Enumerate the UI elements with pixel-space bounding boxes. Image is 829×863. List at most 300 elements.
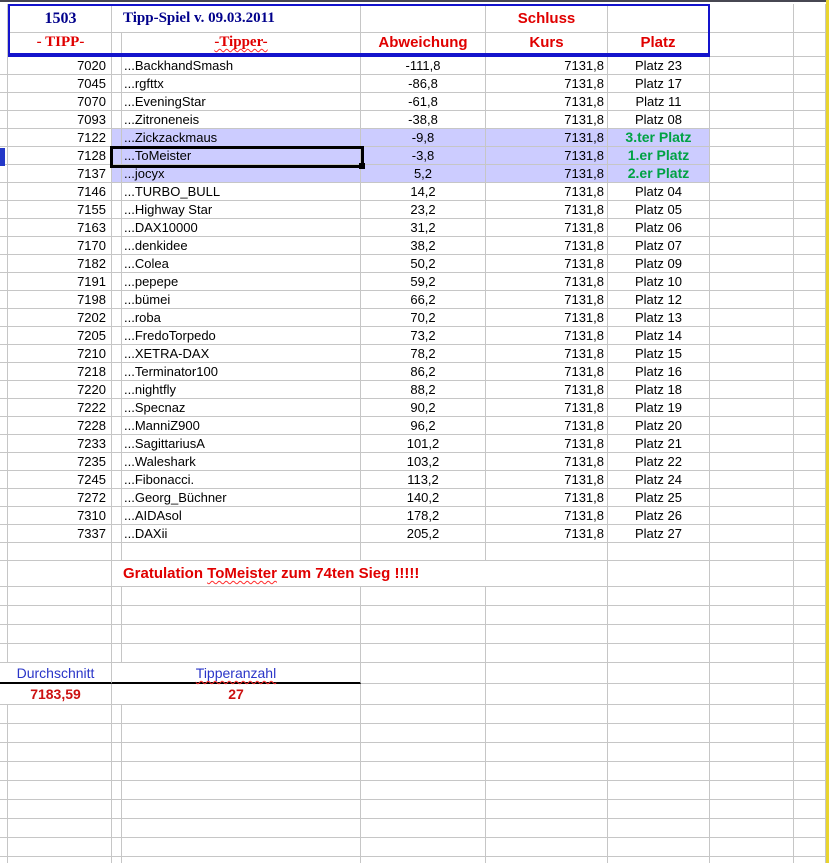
empty-cell[interactable] xyxy=(608,819,710,838)
cell-kurs[interactable]: 7131,8 xyxy=(486,309,608,327)
kurs-column-header[interactable]: Kurs xyxy=(486,33,608,53)
empty-cell[interactable] xyxy=(361,857,486,863)
cell-abweichung[interactable]: 205,2 xyxy=(361,525,486,543)
cell-narrow[interactable] xyxy=(112,471,122,489)
cell-tipp[interactable]: 7205 xyxy=(8,327,112,345)
game-number-cell[interactable]: 1503 xyxy=(10,6,112,32)
cell-abweichung[interactable]: -3,8 xyxy=(361,147,486,165)
row-sliver-cell[interactable] xyxy=(0,309,8,327)
cell-platz[interactable]: Platz 26 xyxy=(608,507,710,525)
cell-platz[interactable]: Platz 09 xyxy=(608,255,710,273)
empty-cell[interactable] xyxy=(361,743,486,762)
cell-abweichung[interactable]: 14,2 xyxy=(361,183,486,201)
cell-platz[interactable]: Platz 22 xyxy=(608,453,710,471)
cell-tipper[interactable]: ...FredoTorpedo xyxy=(122,327,361,345)
empty-cell[interactable] xyxy=(361,587,486,606)
cell-tipper[interactable]: ...jocyx xyxy=(122,165,361,183)
empty-cell[interactable] xyxy=(122,543,361,561)
cell-tipp[interactable]: 7235 xyxy=(8,453,112,471)
empty-cell[interactable] xyxy=(794,291,826,309)
cell-abweichung[interactable]: -86,8 xyxy=(361,75,486,93)
empty-cell[interactable] xyxy=(794,644,826,663)
empty-cell[interactable] xyxy=(8,857,112,863)
cell-tipp[interactable]: 7210 xyxy=(8,345,112,363)
empty-cell[interactable] xyxy=(608,705,710,724)
narrow-column-header[interactable] xyxy=(112,33,122,53)
empty-cell[interactable] xyxy=(0,625,8,644)
row-sliver-cell[interactable] xyxy=(0,363,8,381)
empty-cell[interactable] xyxy=(794,587,826,606)
cell-narrow[interactable] xyxy=(112,525,122,543)
empty-cell[interactable] xyxy=(122,705,361,724)
empty-cell[interactable] xyxy=(122,587,361,606)
empty-header-cell[interactable] xyxy=(361,6,486,32)
cell-platz[interactable]: 3.ter Platz xyxy=(608,129,710,147)
empty-cell[interactable] xyxy=(710,507,794,525)
cell-abweichung[interactable]: 23,2 xyxy=(361,201,486,219)
empty-cell[interactable] xyxy=(608,663,710,684)
empty-cell[interactable] xyxy=(608,838,710,857)
empty-cell[interactable] xyxy=(710,201,794,219)
cell-narrow[interactable] xyxy=(112,399,122,417)
empty-cell[interactable] xyxy=(710,705,794,724)
empty-cell[interactable] xyxy=(710,781,794,800)
cell-narrow[interactable] xyxy=(112,273,122,291)
cell-kurs[interactable]: 7131,8 xyxy=(486,93,608,111)
empty-cell[interactable] xyxy=(794,781,826,800)
empty-cell[interactable] xyxy=(486,684,608,705)
empty-cell[interactable] xyxy=(710,724,794,743)
empty-cell[interactable] xyxy=(0,606,8,625)
row-sliver-cell[interactable] xyxy=(0,525,8,543)
empty-cell[interactable] xyxy=(608,743,710,762)
empty-cell[interactable] xyxy=(112,743,122,762)
empty-cell[interactable] xyxy=(0,838,8,857)
cell-tipp[interactable]: 7045 xyxy=(8,75,112,93)
cell-narrow[interactable] xyxy=(112,183,122,201)
cell-platz[interactable]: Platz 21 xyxy=(608,435,710,453)
cell-platz[interactable]: Platz 04 xyxy=(608,183,710,201)
cell-tipp[interactable]: 7070 xyxy=(8,93,112,111)
row-sliver-cell[interactable] xyxy=(0,399,8,417)
empty-cell[interactable] xyxy=(361,625,486,644)
empty-cell[interactable] xyxy=(794,489,826,507)
cell-kurs[interactable]: 7131,8 xyxy=(486,147,608,165)
empty-cell[interactable] xyxy=(794,838,826,857)
empty-cell[interactable] xyxy=(486,663,608,684)
empty-cell[interactable] xyxy=(710,381,794,399)
title-cell[interactable]: Tipp-Spiel v. 09.03.2011 xyxy=(112,6,361,32)
empty-cell[interactable] xyxy=(486,705,608,724)
left-sliver-column[interactable] xyxy=(0,4,8,57)
empty-cell[interactable] xyxy=(0,587,8,606)
cell-platz[interactable]: Platz 24 xyxy=(608,471,710,489)
empty-cell[interactable] xyxy=(112,644,122,663)
cell-abweichung[interactable]: 88,2 xyxy=(361,381,486,399)
empty-cell[interactable] xyxy=(710,4,794,33)
empty-cell[interactable] xyxy=(112,800,122,819)
row-sliver-cell[interactable] xyxy=(0,219,8,237)
cell-tipper[interactable]: ...pepepe xyxy=(122,273,361,291)
row-sliver-cell[interactable] xyxy=(0,291,8,309)
empty-cell[interactable] xyxy=(794,147,826,165)
empty-cell[interactable] xyxy=(794,4,826,33)
empty-cell[interactable] xyxy=(710,219,794,237)
empty-cell[interactable] xyxy=(794,33,826,57)
cell-narrow[interactable] xyxy=(112,489,122,507)
cell-tipper[interactable]: ...Fibonacci. xyxy=(122,471,361,489)
cell-platz[interactable]: Platz 17 xyxy=(608,75,710,93)
empty-cell[interactable] xyxy=(710,399,794,417)
cell-tipper[interactable]: ...EveningStar xyxy=(122,93,361,111)
cell-kurs[interactable]: 7131,8 xyxy=(486,417,608,435)
cell-tipper[interactable]: ...Terminator100 xyxy=(122,363,361,381)
empty-cell[interactable] xyxy=(361,663,486,684)
cell-platz[interactable]: 2.er Platz xyxy=(608,165,710,183)
empty-cell[interactable] xyxy=(794,111,826,129)
cell-kurs[interactable]: 7131,8 xyxy=(486,273,608,291)
row-sliver-cell[interactable] xyxy=(0,435,8,453)
cell-tipper[interactable]: ...Highway Star xyxy=(122,201,361,219)
cell-abweichung[interactable]: 86,2 xyxy=(361,363,486,381)
empty-cell[interactable] xyxy=(710,345,794,363)
row-sliver-cell[interactable] xyxy=(0,489,8,507)
empty-cell[interactable] xyxy=(710,644,794,663)
cell-platz[interactable]: Platz 10 xyxy=(608,273,710,291)
cell-platz[interactable]: 1.er Platz xyxy=(608,147,710,165)
cell-kurs[interactable]: 7131,8 xyxy=(486,201,608,219)
empty-cell[interactable] xyxy=(486,743,608,762)
selected-row-indicator[interactable] xyxy=(0,148,5,166)
empty-cell[interactable] xyxy=(486,838,608,857)
schluss-header-cell[interactable]: Schluss xyxy=(486,6,608,32)
empty-cell[interactable] xyxy=(794,309,826,327)
cell-tipp[interactable]: 7228 xyxy=(8,417,112,435)
empty-cell[interactable] xyxy=(794,417,826,435)
empty-cell[interactable] xyxy=(361,644,486,663)
cell-kurs[interactable]: 7131,8 xyxy=(486,219,608,237)
empty-cell[interactable] xyxy=(122,644,361,663)
cell-tipper[interactable]: ...nightfly xyxy=(122,381,361,399)
empty-cell[interactable] xyxy=(112,625,122,644)
empty-cell[interactable] xyxy=(0,543,8,561)
tipper-column-header[interactable]: -Tipper- xyxy=(122,33,361,53)
empty-cell[interactable] xyxy=(794,471,826,489)
cell-narrow[interactable] xyxy=(112,165,122,183)
cell-tipp[interactable]: 7093 xyxy=(8,111,112,129)
row-sliver-cell[interactable] xyxy=(0,75,8,93)
cell-kurs[interactable]: 7131,8 xyxy=(486,237,608,255)
empty-cell[interactable] xyxy=(794,75,826,93)
cell-abweichung[interactable]: 73,2 xyxy=(361,327,486,345)
empty-cell[interactable] xyxy=(794,525,826,543)
cell-tipper[interactable]: ...DAX10000 xyxy=(122,219,361,237)
cell-tipper[interactable]: ...TURBO_BULL xyxy=(122,183,361,201)
empty-cell[interactable] xyxy=(361,543,486,561)
empty-cell[interactable] xyxy=(486,724,608,743)
cell-platz[interactable]: Platz 23 xyxy=(608,57,710,75)
empty-cell[interactable] xyxy=(710,273,794,291)
cell-platz[interactable]: Platz 13 xyxy=(608,309,710,327)
empty-cell[interactable] xyxy=(486,606,608,625)
empty-cell[interactable] xyxy=(8,838,112,857)
durchschnitt-label-cell[interactable]: Durchschnitt xyxy=(0,663,112,684)
empty-cell[interactable] xyxy=(122,857,361,863)
empty-cell[interactable] xyxy=(112,857,122,863)
cell-narrow[interactable] xyxy=(112,255,122,273)
row-sliver-cell[interactable] xyxy=(0,237,8,255)
empty-cell[interactable] xyxy=(0,644,8,663)
empty-cell[interactable] xyxy=(112,819,122,838)
cell-abweichung[interactable]: 78,2 xyxy=(361,345,486,363)
fill-handle[interactable] xyxy=(359,163,365,169)
empty-cell[interactable] xyxy=(710,417,794,435)
cell-tipper[interactable]: ...roba xyxy=(122,309,361,327)
cell-tipper[interactable]: ...Zitroneneis xyxy=(122,111,361,129)
empty-cell[interactable] xyxy=(122,819,361,838)
empty-cell[interactable] xyxy=(112,838,122,857)
empty-cell[interactable] xyxy=(710,857,794,863)
cell-tipp[interactable]: 7272 xyxy=(8,489,112,507)
empty-cell[interactable] xyxy=(710,525,794,543)
cell-tipp[interactable]: 7218 xyxy=(8,363,112,381)
cell-kurs[interactable]: 7131,8 xyxy=(486,327,608,345)
cell-tipp[interactable]: 7146 xyxy=(8,183,112,201)
cell-tipp[interactable]: 7233 xyxy=(8,435,112,453)
empty-cell[interactable] xyxy=(608,644,710,663)
empty-cell[interactable] xyxy=(710,453,794,471)
empty-cell[interactable] xyxy=(361,838,486,857)
empty-cell[interactable] xyxy=(486,644,608,663)
empty-cell[interactable] xyxy=(486,781,608,800)
cell-tipper[interactable]: ...Georg_Büchner xyxy=(122,489,361,507)
cell-tipp[interactable]: 7220 xyxy=(8,381,112,399)
empty-cell[interactable] xyxy=(608,561,710,587)
cell-narrow[interactable] xyxy=(112,57,122,75)
cell-kurs[interactable]: 7131,8 xyxy=(486,399,608,417)
empty-cell[interactable] xyxy=(710,743,794,762)
empty-cell[interactable] xyxy=(8,762,112,781)
cell-tipp[interactable]: 7198 xyxy=(8,291,112,309)
row-sliver-cell[interactable] xyxy=(0,129,8,147)
cell-narrow[interactable] xyxy=(112,93,122,111)
empty-cell[interactable] xyxy=(710,147,794,165)
empty-cell[interactable] xyxy=(710,363,794,381)
cell-abweichung[interactable]: -9,8 xyxy=(361,129,486,147)
empty-cell[interactable] xyxy=(122,762,361,781)
cell-narrow[interactable] xyxy=(112,435,122,453)
empty-cell[interactable] xyxy=(794,684,826,705)
empty-cell[interactable] xyxy=(710,838,794,857)
congratulation-message-cell[interactable] xyxy=(112,561,608,587)
empty-cell[interactable] xyxy=(794,219,826,237)
empty-cell[interactable] xyxy=(710,327,794,345)
cell-platz[interactable]: Platz 27 xyxy=(608,525,710,543)
empty-cell[interactable] xyxy=(794,724,826,743)
empty-cell[interactable] xyxy=(122,606,361,625)
empty-cell[interactable] xyxy=(710,489,794,507)
cell-platz[interactable]: Platz 12 xyxy=(608,291,710,309)
cell-abweichung[interactable]: 178,2 xyxy=(361,507,486,525)
cell-tipp[interactable]: 7170 xyxy=(8,237,112,255)
cell-abweichung[interactable]: 101,2 xyxy=(361,435,486,453)
empty-cell[interactable] xyxy=(122,838,361,857)
empty-cell[interactable] xyxy=(710,684,794,705)
cell-narrow[interactable] xyxy=(112,507,122,525)
empty-cell[interactable] xyxy=(8,724,112,743)
cell-kurs[interactable]: 7131,8 xyxy=(486,111,608,129)
cell-tipper[interactable]: ...ToMeister xyxy=(122,147,361,165)
tipperanzahl-label-cell[interactable]: Tipperanzahl xyxy=(112,663,361,684)
empty-cell[interactable] xyxy=(486,543,608,561)
cell-tipper[interactable]: ...Specnaz xyxy=(122,399,361,417)
empty-cell[interactable] xyxy=(794,201,826,219)
empty-cell[interactable] xyxy=(8,543,112,561)
cell-narrow[interactable] xyxy=(112,147,122,165)
empty-cell[interactable] xyxy=(794,237,826,255)
cell-abweichung[interactable]: 38,2 xyxy=(361,237,486,255)
empty-cell[interactable] xyxy=(710,93,794,111)
empty-cell[interactable] xyxy=(608,684,710,705)
empty-cell[interactable] xyxy=(112,762,122,781)
cell-tipp[interactable]: 7155 xyxy=(8,201,112,219)
cell-tipp[interactable]: 7137 xyxy=(8,165,112,183)
cell-kurs[interactable]: 7131,8 xyxy=(486,363,608,381)
empty-cell[interactable] xyxy=(361,705,486,724)
empty-cell[interactable] xyxy=(794,93,826,111)
empty-cell[interactable] xyxy=(794,255,826,273)
cell-tipp[interactable]: 7182 xyxy=(8,255,112,273)
empty-cell[interactable] xyxy=(608,857,710,863)
cell-platz[interactable]: Platz 08 xyxy=(608,111,710,129)
cell-kurs[interactable]: 7131,8 xyxy=(486,129,608,147)
cell-tipp[interactable]: 7020 xyxy=(8,57,112,75)
empty-cell[interactable] xyxy=(8,819,112,838)
cell-abweichung[interactable]: 70,2 xyxy=(361,309,486,327)
empty-cell[interactable] xyxy=(794,857,826,863)
row-sliver-cell[interactable] xyxy=(0,345,8,363)
empty-cell[interactable] xyxy=(112,543,122,561)
empty-cell[interactable] xyxy=(794,57,826,75)
empty-cell[interactable] xyxy=(608,543,710,561)
cell-platz[interactable]: Platz 11 xyxy=(608,93,710,111)
empty-cell[interactable] xyxy=(794,543,826,561)
row-sliver-cell[interactable] xyxy=(0,255,8,273)
empty-cell[interactable] xyxy=(122,625,361,644)
empty-cell[interactable] xyxy=(486,762,608,781)
empty-cell[interactable] xyxy=(710,625,794,644)
empty-cell[interactable] xyxy=(710,543,794,561)
cell-tipp[interactable]: 7163 xyxy=(8,219,112,237)
empty-cell[interactable] xyxy=(608,625,710,644)
empty-cell[interactable] xyxy=(794,507,826,525)
cell-narrow[interactable] xyxy=(112,237,122,255)
cell-platz[interactable]: Platz 16 xyxy=(608,363,710,381)
row-sliver-cell[interactable] xyxy=(0,273,8,291)
empty-cell[interactable] xyxy=(710,819,794,838)
empty-cell[interactable] xyxy=(794,327,826,345)
row-sliver-cell[interactable] xyxy=(0,165,8,183)
row-sliver-cell[interactable] xyxy=(0,381,8,399)
empty-header-cell[interactable] xyxy=(608,6,708,32)
cell-abweichung[interactable]: 140,2 xyxy=(361,489,486,507)
empty-cell[interactable] xyxy=(0,705,8,724)
empty-cell[interactable] xyxy=(112,781,122,800)
empty-cell[interactable] xyxy=(8,781,112,800)
empty-cell[interactable] xyxy=(710,663,794,684)
cell-platz[interactable]: Platz 20 xyxy=(608,417,710,435)
cell-tipper[interactable]: ...denkidee xyxy=(122,237,361,255)
cell-kurs[interactable]: 7131,8 xyxy=(486,165,608,183)
empty-cell[interactable] xyxy=(361,724,486,743)
empty-cell[interactable] xyxy=(794,165,826,183)
empty-cell[interactable] xyxy=(0,743,8,762)
empty-cell[interactable] xyxy=(608,762,710,781)
empty-cell[interactable] xyxy=(710,165,794,183)
empty-cell[interactable] xyxy=(710,800,794,819)
cell-abweichung[interactable]: 103,2 xyxy=(361,453,486,471)
empty-cell[interactable] xyxy=(0,762,8,781)
empty-cell[interactable] xyxy=(710,237,794,255)
empty-cell[interactable] xyxy=(486,800,608,819)
cell-tipper[interactable]: ...SagittariusA xyxy=(122,435,361,453)
cell-platz[interactable]: Platz 15 xyxy=(608,345,710,363)
empty-cell[interactable] xyxy=(710,471,794,489)
row-sliver-cell[interactable] xyxy=(0,453,8,471)
cell-abweichung[interactable]: -38,8 xyxy=(361,111,486,129)
empty-cell[interactable] xyxy=(710,587,794,606)
empty-cell[interactable] xyxy=(486,857,608,863)
row-sliver-cell[interactable] xyxy=(0,57,8,75)
empty-cell[interactable] xyxy=(122,800,361,819)
empty-cell[interactable] xyxy=(794,743,826,762)
row-sliver-cell[interactable] xyxy=(0,201,8,219)
empty-cell[interactable] xyxy=(794,345,826,363)
cell-kurs[interactable]: 7131,8 xyxy=(486,381,608,399)
empty-cell[interactable] xyxy=(361,684,486,705)
empty-cell[interactable] xyxy=(8,561,112,587)
cell-narrow[interactable] xyxy=(112,219,122,237)
row-sliver-cell[interactable] xyxy=(0,93,8,111)
cell-tipper[interactable]: ...Waleshark xyxy=(122,453,361,471)
empty-cell[interactable] xyxy=(710,435,794,453)
platz-column-header[interactable]: Platz xyxy=(640,34,676,51)
cell-kurs[interactable]: 7131,8 xyxy=(486,345,608,363)
cell-tipper[interactable]: ...Zickzackmaus xyxy=(122,129,361,147)
cell-tipp[interactable]: 7128 xyxy=(8,147,112,165)
empty-cell[interactable] xyxy=(608,606,710,625)
cell-tipp[interactable]: 7202 xyxy=(8,309,112,327)
empty-cell[interactable] xyxy=(8,800,112,819)
cell-kurs[interactable]: 7131,8 xyxy=(486,57,608,75)
empty-cell[interactable] xyxy=(486,819,608,838)
cell-kurs[interactable]: 7131,8 xyxy=(486,183,608,201)
empty-cell[interactable] xyxy=(710,762,794,781)
empty-cell[interactable] xyxy=(794,606,826,625)
cell-narrow[interactable] xyxy=(112,75,122,93)
abweichung-column-header[interactable]: Abweichung xyxy=(361,33,486,53)
empty-cell[interactable] xyxy=(710,255,794,273)
empty-cell[interactable] xyxy=(0,781,8,800)
empty-cell[interactable] xyxy=(794,183,826,201)
tipperanzahl-value-cell[interactable]: 27 xyxy=(112,684,361,705)
empty-cell[interactable] xyxy=(710,561,794,587)
empty-cell[interactable] xyxy=(794,273,826,291)
empty-cell[interactable] xyxy=(794,435,826,453)
empty-cell[interactable] xyxy=(608,587,710,606)
cell-kurs[interactable]: 7131,8 xyxy=(486,525,608,543)
cell-narrow[interactable] xyxy=(112,291,122,309)
